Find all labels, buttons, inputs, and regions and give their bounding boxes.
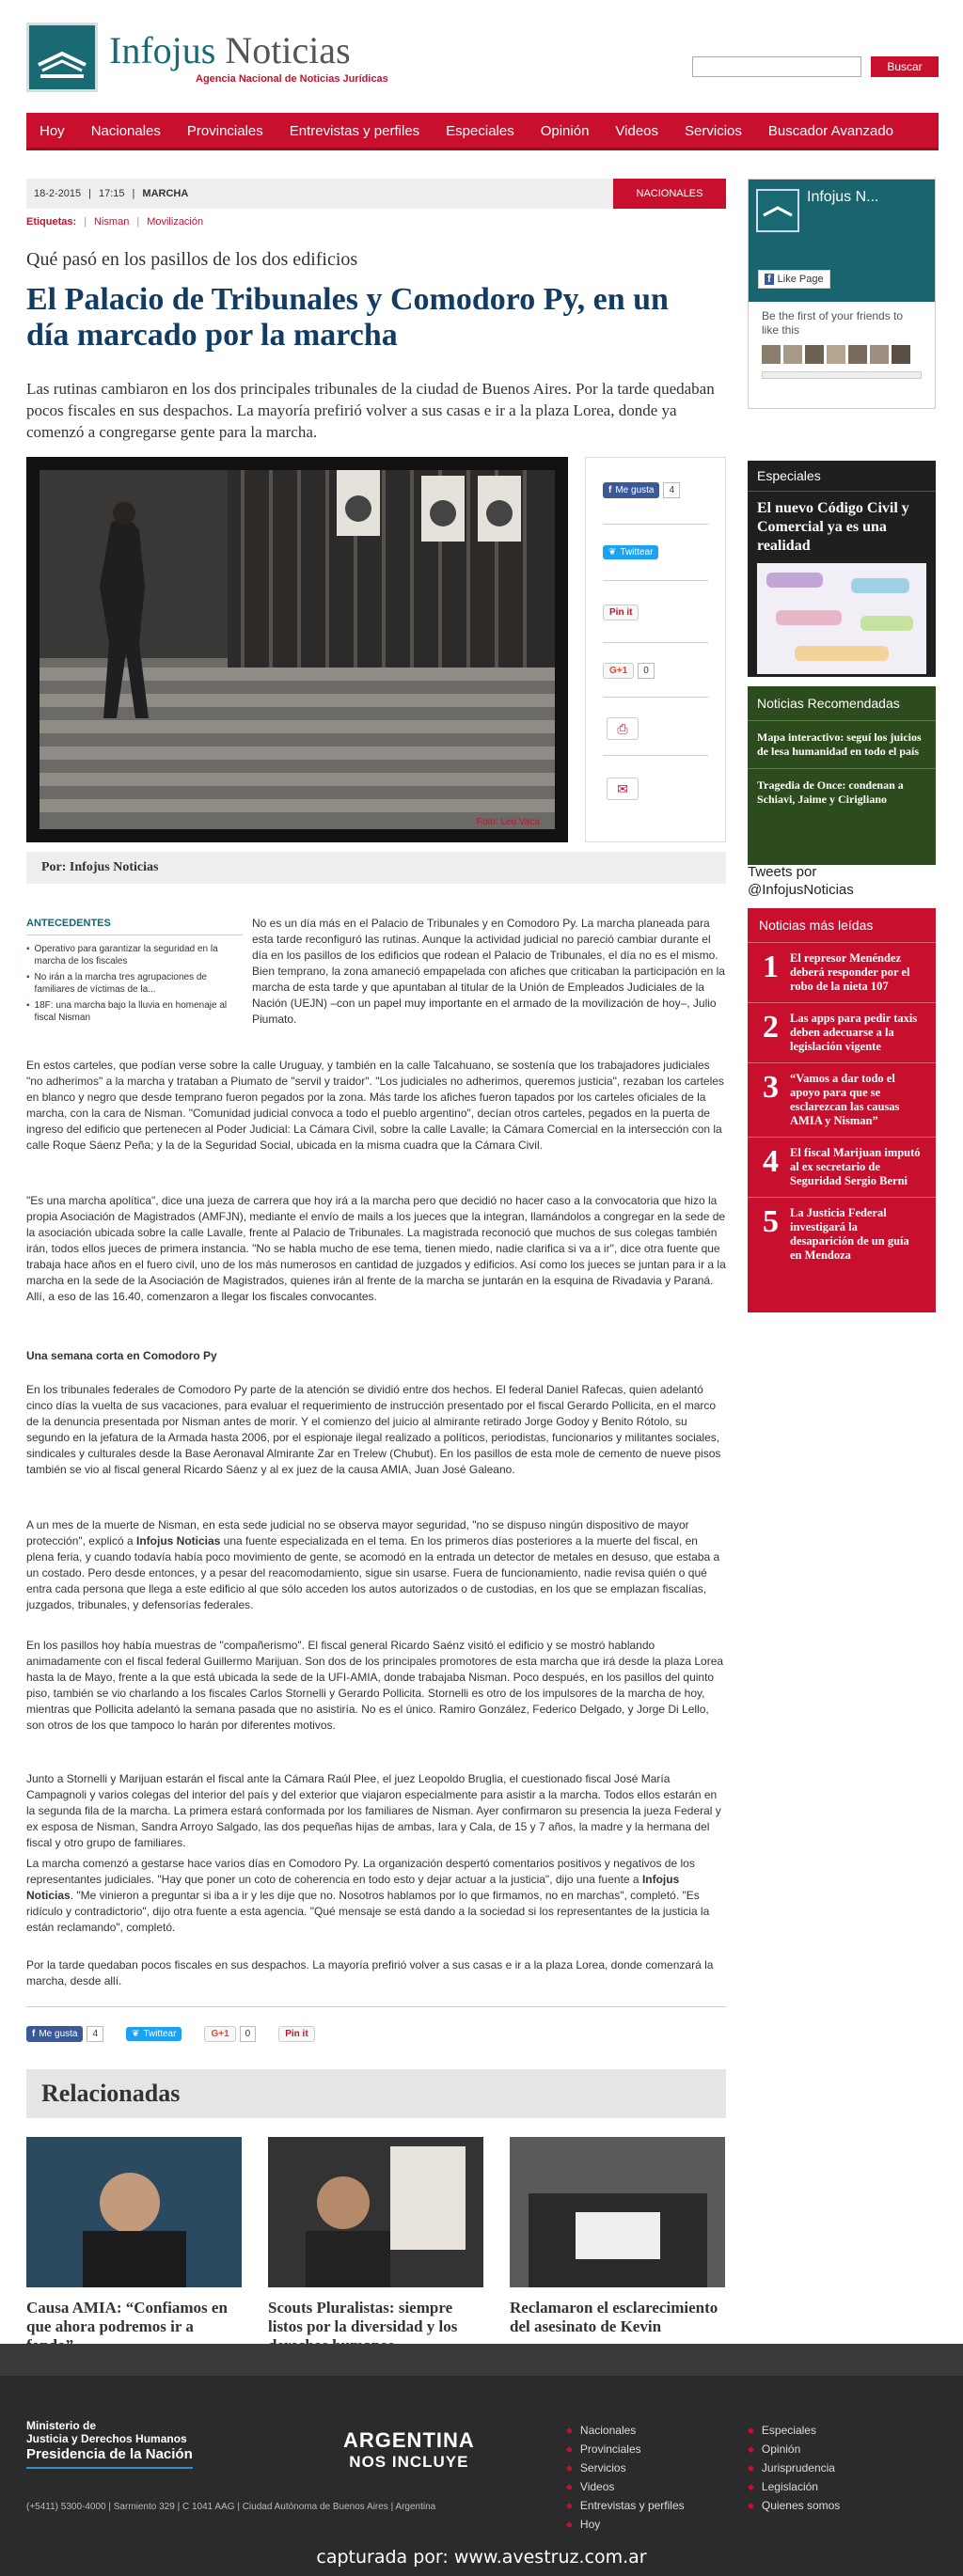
related-card-title: Causa AMIA: “Confiamos en que ahora podremos ir a <box>26 2299 228 2335</box>
footer-link[interactable]: ◆ Nacionales <box>566 2421 685 2440</box>
paragraph: "Es una marcha apolítica", dice una jueza de carrera que hoy irá a la marcha pero que decidió no hacer caso a la convocatoria que hizo la propia Asociación de Magistrados (AMFJN), mediante el envío de mails a los jueces que la integran, llamándolos a congregar en la sede de la asociación ubicada sobre la calle Lavalle, frente al Palacio de Tribunales. La magistrada reconoció que muchos de sus colegas también irán, todos ellos jueces de primera instancia. "No se habla mucho de ese tema, tienen miedo, nadie clarifica si va a ir", dice otra fuente que trabaja hace años en el fuero civil, uno de los más numerosos en cantidad de juzgados y edificios. Así como los jueces se juntan para ir a la marcha en la sede de la Asociación de Magistrados, quienes irán al frente de la marcha se juntarán en la esquina de Rivadavia y Paraná. Allí, a eso de las 16.40, comenzaron a llegar los fiscales convocantes. <box>26 1194 726 1303</box>
mostread-title: La Justicia Federal investigará la desaparición de un guía en Mendoza <box>790 1206 909 1262</box>
facebook-icon: f <box>765 274 774 285</box>
especiales-image <box>757 563 926 674</box>
antecedente-link[interactable]: ▪ Operativo para garantizar la seguridad en la marcha de los fiscales <box>26 944 218 966</box>
nav-item[interactable]: Opinión <box>540 123 590 139</box>
facebook-icon: f <box>608 485 612 495</box>
article-date: 18-2-2015 <box>34 188 82 199</box>
bullet-icon: ▪ <box>26 1000 30 1011</box>
widget-scrollbar[interactable] <box>762 371 922 379</box>
tags-row: Etiquetas: | Nisman | Movilización <box>26 216 204 228</box>
google-plus-count: 0 <box>638 663 655 679</box>
twitter-bird-icon: ❦ <box>132 2029 140 2039</box>
recommended-link[interactable]: Tragedia de Once: condenan a Schiavi, Jaime y Cirigliano <box>757 778 904 806</box>
nav-item[interactable]: Hoy <box>39 123 65 139</box>
footer-link[interactable]: ◆ Hoy <box>566 2515 685 2534</box>
pinterest-pin-button[interactable]: Pin it <box>603 605 639 620</box>
paragraph: No es un día más en el Palacio de Tribunales y en Comodoro Py. La marcha planeada para esta tarde reconfiguró las rutinas. Aunque la actividad judicial no pareció cambiar durante el día en los pasillos de los edificios que rodean el Palacio de Tribunales, el día no es el mismo. Bien temprano, la zona amaneció empapelada con afiches que criticaban la participación en la marcha de esta tarde y que apuntaban al titular de la Unión de Empleados Judiciales de la Nación (UEJN) –con un papel muy importante en el armado de la movilización de hoy–, Julio Piumato. <box>252 917 725 1026</box>
paragraph: En estos carteles, que podían verse sobre la calle Uruguay, y también en la calle Talcahuano, se sostenía que los trabajadores judiciales "no adherimos" a la marcha y trataban a Piumato de "servil y traidor". "Los judiciales no adherimos, queremos justicia", rezaban los carteles en blanco y negro que desde temprano fueron pegados por la zona. Más tarde los afiches fueron tapados por los carteles oficiales de la marcha, con la cara de Nisman. "Comunidad judicial convoca a todo el pueblo argentino", decían otros carteles, pegados en la puerta de ingreso del edificio que pertenecen al Poder Judicial: La Cámara Civil, sobre la calle Lavalle; la Cámara Comercial en la intersección con la calle Roque Sáenz Peña; y la de la Seguridad Social, ubicada en la misma cuadra que la Cámara Civil. <box>26 1059 724 1152</box>
category-badge[interactable]: NACIONALES <box>613 179 726 209</box>
site-logo[interactable] <box>26 23 403 93</box>
paragraph: A un mes de la muerte de Nisman, en esta sede judicial no se observa mayor seguridad, "no se dispuso ningún dispositivo de mayor protección", explicó a Infojus Noticias una fuente especializada en el tema. En los primeros días posteriores a la muerte del fiscal, en plena feria, y cuando todavía había poco movimiento de gente, se acomodó en la entrada un detector de metales en desuso, que estaba a un costado. Pero desde entonces, y a pesar del reacomodamiento, sigue sin usarse. Fuera de funcionamiento, nadie revisa quién o qué entra cada persona que llega a este edificio al que sólo acceden los autos autorizados o de custodias, en los que se emplazan fiscalías, juzgados, tribunales, y defensorías federales. <box>26 1518 720 1611</box>
bullet-icon: ▪ <box>26 972 30 982</box>
article-kicker: Qué pasó en los pasillos de los dos edificios <box>26 249 358 270</box>
paragraph: En los pasillos hoy había muestras de "compañerismo". El fiscal general Ricardo Saénz visitó el edificio y se mostró hablando animadamente con el fiscal federal Guillermo Marijuan. Son dos de los principales promotores de esta marcha que irá desde la plaza Lorea hasta la de Mayo, frente a la que está ubicada la sede de la UFI-AMIA, donde trabajaba Nisman. Poco después, en los pasillos del quinto piso, también se vio charlando a los fiscales Carlos Stornelli y Gerardo Pollicita. Stornelli es otro de los impulsores de la marcha de hoy, mientras que Pollicita adelantó la semana pasada que no asistiría. No es el único. Ramiro González, Federico Delgado, y Jorge Di Lello, son otros de los que tampoco lo harán por diferentes motivos. <box>26 1639 724 1732</box>
related-card-image <box>510 2137 725 2287</box>
article-section: MARCHA <box>142 188 189 199</box>
diamond-bullet-icon: ◆ <box>748 2482 754 2491</box>
nav-item[interactable]: Buscador Avanzado <box>767 123 894 139</box>
article-lead: Las rutinas cambiaron en los dos principales tribunales de la ciudad de Buenos Aires. Por la tarde quedaban pocos fiscales en sus despachos. La mayoría prefirió volver a sus casas e ir a la plaza Lorea, donde ya comenzó a congregarse gente para la marcha. <box>26 380 715 441</box>
logo-brand: Infojus <box>109 29 216 71</box>
google-plus-button[interactable]: G+1 <box>603 663 634 679</box>
main-nav <box>26 113 939 150</box>
article-meta-bar: 18-2-2015 | 17:15 | MARCHA <box>26 179 726 209</box>
mostread-item[interactable] <box>748 1197 936 1271</box>
diamond-bullet-icon: ◆ <box>566 2520 573 2529</box>
recommended-link[interactable]: Mapa interactivo: seguí los juicios de lesa humanidad en todo el país <box>748 721 936 769</box>
diamond-bullet-icon: ◆ <box>566 2501 573 2510</box>
especiales-box[interactable]: Especiales El nuevo Código Civil y Comercial ya es una realidad <box>748 461 936 677</box>
footer-link[interactable]: ◆ Servicios <box>566 2458 685 2477</box>
footer-links-col2 <box>748 2421 840 2515</box>
footer-link[interactable]: ◆ Legislación <box>748 2477 840 2496</box>
antecedente-link[interactable]: ▪ No irán a la marcha tres agrupaciones de familiares de víctimas de la... <box>26 972 207 995</box>
article-time: 17:15 <box>99 188 125 199</box>
article-title: El Palacio de Tribunales y Comodoro Py, en un día marcado por la marcha <box>26 282 669 353</box>
mostread-rank: 4 <box>763 1144 779 1179</box>
mostread-rank: 2 <box>763 1010 779 1045</box>
related-section-title: Relacionadas <box>26 2069 726 2118</box>
related-card-title: Reclamaron el esclarecimiento del asesinato de Kevin <box>510 2299 718 2335</box>
twitter-bird-icon: ❦ <box>608 547 617 558</box>
nav-item[interactable]: Videos <box>615 123 659 139</box>
related-card-title: Scouts Pluralistas: siempre listos por la diversidad y los <box>268 2299 458 2335</box>
pinterest-pin-button[interactable]: Pin it <box>278 2026 314 2042</box>
related-card[interactable] <box>26 2137 242 2355</box>
facebook-like-button[interactable]: f Me gusta <box>603 482 659 498</box>
page-avatar <box>756 189 799 232</box>
mostread-item[interactable] <box>748 1137 936 1197</box>
paragraph: En los tribunales federales de Comodoro Py parte de la atención se dividió entre dos hechos. El federal Daniel Rafecas, quien adelantó cinco días la vuelta de sus vacaciones, para evaluar el requerimiento de instrucción presentado por el fiscal Gerardo Pollicita, en el marco de la denuncia presentada por Nisman antes de morir. Y el comienzo del juicio al almirante retirado Jorge Godoy y Benito Rótolo, su segundo en la jefatura de la Armada hasta 2006, por el espionaje ilegal realizado a políticos, periodistas, funcionarios y militantes sociales, sindicales y culturales desde la Base Aeronaval Almirante Zar en Trelew (Chubut). En los pasillos de esta mole de cemento de nueve pisos también se vio al fiscal general Ricardo Sáenz y al ex juez de la causa AMIA, Juan José Galeano. <box>26 1383 721 1476</box>
facebook-page-widget <box>748 179 936 409</box>
nav-item[interactable]: Nacionales <box>90 123 161 139</box>
mostread-item[interactable] <box>748 1002 936 1062</box>
capture-watermark: capturada por: www.avestruz.com.ar <box>316 2547 647 2568</box>
diamond-bullet-icon: ◆ <box>566 2444 573 2454</box>
logo-tagline: Agencia Nacional de Noticias Jurídicas <box>196 73 388 85</box>
related-card-image <box>268 2137 483 2287</box>
paragraph: La marcha comenzó a gestarse hace varios días en Comodoro Py. La organización despertó comentarios positivos y negativos de los representantes judiciales. "Hay que poner un coto de coherencia en todo esto y dejar actuar a la justicia", dijo una fuente a Infojus Noticias. "Me vinieron a preguntar si iba a ir y les dije que no. Nosotros hablamos por lo que firmamos, no en marchas", completó. "Es ridículo y contradictorio", dijo otra fuente a esta agencia. "Qué mensaje se está dando a la sociedad si los representantes de la justicia la están reclamando", completó. <box>26 1857 710 1934</box>
antecedentes-box: ANTECEDENTES ▪ Operativo para garantizar la seguridad en la marcha de los fiscales ▪ No irán a la marcha tres agrupaciones de familiares de víctimas de la... ▪ 18F: una marcha bajo la lluvia en homenaje al fiscal Nisman <box>26 918 243 1028</box>
friends-avatars <box>749 345 935 364</box>
search-button[interactable]: Buscar <box>871 56 939 77</box>
like-page-button[interactable]: f Like Page <box>758 270 830 289</box>
recomendadas-box: Noticias Recomendadas Mapa interactivo: seguí los juicios de lesa humanidad en todo el país Tragedia de Once: condenan a Schiavi, Jaime y Cirigliano <box>748 686 936 865</box>
printer-icon: ⎙ <box>617 720 628 736</box>
facebook-like-count: 4 <box>663 482 680 498</box>
antecedente-link[interactable]: ▪ 18F: una marcha bajo la lluvia en homenaje al fiscal Nisman <box>26 1000 228 1023</box>
mostread-rank: 1 <box>763 950 779 984</box>
bottom-share-row: f Me gusta 4 ❦ Twittear G+1 0 Pin it <box>26 2026 315 2042</box>
especiales-title: El nuevo Código Civil y Comercial ya es una realidad <box>757 500 909 554</box>
print-button[interactable] <box>607 717 639 740</box>
twitter-tweet-button[interactable]: ❦ Twittear <box>126 2027 182 2041</box>
mostread-title: El represor Menéndez deberá responder por el robo de la nieta 107 <box>790 951 910 993</box>
related-cards <box>26 2137 726 2355</box>
related-card[interactable] <box>268 2137 483 2355</box>
mostread-item[interactable] <box>748 942 936 1002</box>
diamond-bullet-icon: ◆ <box>566 2482 573 2491</box>
footer-address: (+5411) 5300-4000 | Sarmiento 329 | C 1041 AAG | Ciudad Autónoma de Buenos Aires | Argentina <box>26 2502 436 2512</box>
mostread-box: Noticias más leídas 1 El represor Menéndez deberá responder por el robo de la nieta 107 2 Las apps para pedir taxis deben adecuarse a la legislación vigente 3 “Vamos a dar todo el apoyo para que se esclarezcan las causas AMIA y Nisman” 4 El fiscal Marijuan imputó al ex secretario de Seguridad Sergio Berni 5 La Justicia Federal investigará la desaparición de un guía en Mendoza <box>748 908 936 1312</box>
paragraph: Por la tarde quedaban pocos fiscales en sus despachos. La mayoría prefirió volver a sus casas e ir a la plaza Lorea, donde comenzará la marcha, desde allí. <box>26 1958 714 1987</box>
diamond-bullet-icon: ◆ <box>566 2426 573 2435</box>
related-card-image <box>26 2137 242 2287</box>
mostread-title: Las apps para pedir taxis deben adecuarse a la legislación vigente <box>790 1012 918 1053</box>
related-card[interactable] <box>510 2137 725 2355</box>
diamond-bullet-icon: ◆ <box>748 2463 754 2473</box>
friends-text: Be the first of your friends to like this <box>762 309 904 337</box>
diamond-bullet-icon: ◆ <box>748 2444 754 2454</box>
share-panel <box>585 457 726 842</box>
facebook-like-button[interactable]: f Me gusta <box>26 2026 83 2042</box>
mostread-title: “Vamos a dar todo el apoyo para que se esclarezcan las causas AMIA y Nisman” <box>790 1072 900 1127</box>
search-input[interactable] <box>692 56 861 77</box>
footer-links-col1 <box>566 2421 685 2534</box>
mostread-rank: 3 <box>763 1070 779 1105</box>
paragraph: Junto a Stornelli y Marijuan estarán el fiscal ante la Cámara Raúl Plee, el juez Leopoldo Bruglia, el cuestionado fiscal José María Campagnoli y varios colegas del interior del país y del exterior que viajaron especialmente para asistir a la marcha. Todos ellos estarán en la segunda fila de la marcha. La primera estará conformada por los familiares de Nisman. Ayer confirmaron su presencia la jueza Federal y ex esposa de Nisman, Sandra Arroyo Salgado, las dos pequeñas hijas de ambas, Iara y Cala, de 15 y 7 años, la madre y la hermana del fiscal y otro grupo de familiares. <box>26 1772 721 1849</box>
diamond-bullet-icon: ◆ <box>566 2463 573 2473</box>
footer-link[interactable]: ◆ Quienes somos <box>748 2496 840 2515</box>
nav-item[interactable]: Servicios <box>685 123 742 139</box>
nav-item[interactable]: Especiales <box>446 123 514 139</box>
footer-link[interactable]: ◆ Jurisprudencia <box>748 2458 840 2477</box>
mostread-item[interactable] <box>748 1062 936 1137</box>
google-plus-button[interactable]: G+1 <box>204 2026 235 2042</box>
diamond-bullet-icon: ◆ <box>748 2426 754 2435</box>
bullet-icon: ▪ <box>26 944 30 954</box>
site-footer <box>0 2344 963 2576</box>
footer-link[interactable]: ◆ Videos <box>566 2477 685 2496</box>
mostread-title: El fiscal Marijuan imputó al ex secretario de Seguridad Sergio Berni <box>790 1146 921 1187</box>
ministry-logo[interactable]: Ministerio de Justicia y Derechos Humanos Presidencia de la Nación <box>26 2419 193 2469</box>
article-photo <box>26 457 568 842</box>
tag-link[interactable]: Nisman <box>94 216 130 228</box>
footer-link[interactable]: ◆ Entrevistas y perfiles <box>566 2496 685 2515</box>
diamond-bullet-icon: ◆ <box>748 2501 754 2510</box>
footer-link[interactable]: ◆ Provinciales <box>566 2440 685 2458</box>
article-byline: Por: Infojus Noticias <box>26 852 726 884</box>
twitter-timeline-title[interactable]: Tweets por @InfojusNoticias <box>748 864 854 898</box>
envelope-icon: ✉ <box>617 780 628 796</box>
twitter-tweet-button[interactable]: ❦ Twittear <box>603 545 658 559</box>
tag-link[interactable]: Movilización <box>147 216 204 228</box>
logo-name: Noticias <box>225 29 351 71</box>
email-button[interactable] <box>607 778 639 800</box>
nav-item[interactable]: Provinciales <box>186 123 263 139</box>
photo-credit: Foto: Leo Vaca <box>476 817 540 827</box>
page-name[interactable]: Infojus N... <box>807 189 879 205</box>
argentina-nos-incluye-logo: ARGENTINA NOS INCLUYE <box>343 2428 475 2471</box>
facebook-icon: f <box>32 2029 36 2039</box>
logo-emblem-icon <box>26 23 98 92</box>
section-subhead: Una semana corta en Comodoro Py <box>26 1349 217 1362</box>
nav-item[interactable]: Entrevistas y perfiles <box>289 123 420 139</box>
footer-link[interactable]: ◆ Especiales <box>748 2421 840 2440</box>
footer-link[interactable]: ◆ Opinión <box>748 2440 840 2458</box>
mostread-rank: 5 <box>763 1204 779 1239</box>
